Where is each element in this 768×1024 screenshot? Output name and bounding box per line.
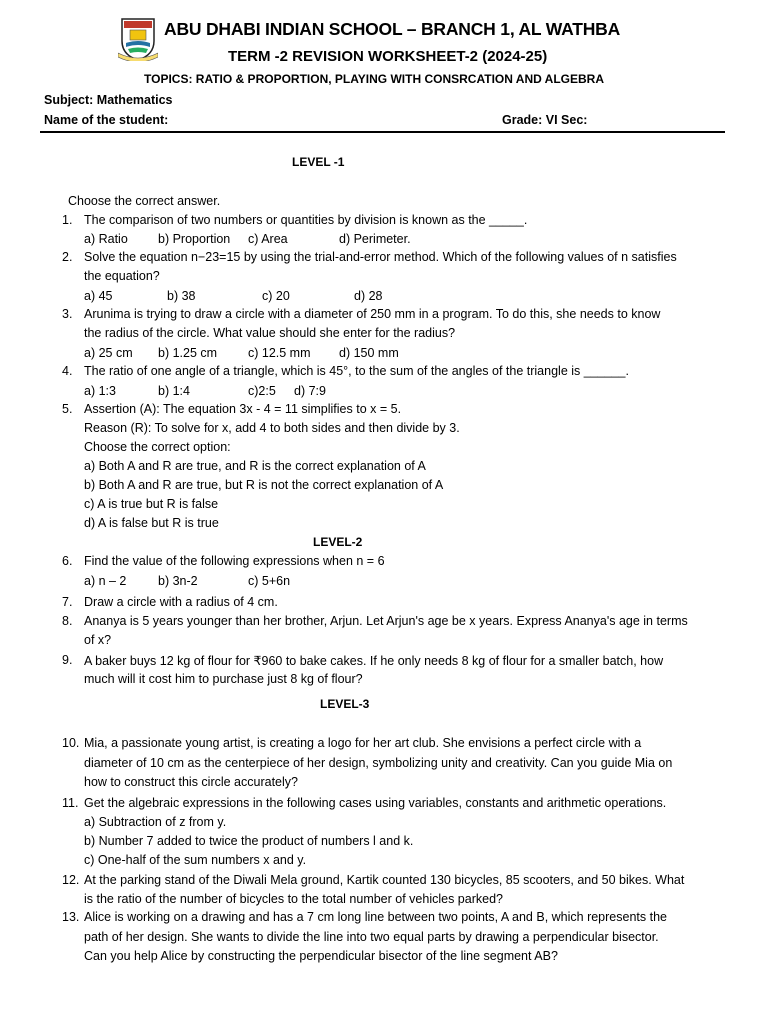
- question-text: A baker buys 12 kg of flour for ₹960 to bake cakes. If he only needs 8 kg of flour for a smaller batch, how: [84, 654, 664, 668]
- question-text: Mia, a passionate young artist, is creating a logo for her art club. She envisions a perfect circle with a: [84, 736, 642, 750]
- option: a) Subtraction of z from y.: [84, 815, 227, 829]
- question-text: At the parking stand of the Diwali Mela ground, Kartik counted 130 bicycles, 85 scooters, and 50 bikes. What: [84, 873, 685, 887]
- grade-label: Grade: VI Sec:: [502, 113, 588, 127]
- question-text: the radius of the circle. What value should she enter for the radius?: [84, 326, 456, 340]
- school-logo: [118, 17, 158, 61]
- option: b) Both A and R are true, but R is not the correct explanation of A: [84, 478, 444, 492]
- question-text: diameter of 10 cm as the centerpiece of her design, symbolizing unity and creativity. Can you guide Mia on: [84, 756, 673, 770]
- option: b) 38: [167, 289, 196, 303]
- question-number: 5.: [62, 402, 73, 416]
- instruction: Choose the correct answer.: [68, 194, 221, 208]
- school-name: ABU DHABI INDIAN SCHOOL – BRANCH 1, AL WATHBA: [164, 19, 621, 39]
- option: c) A is true but R is false: [84, 497, 219, 511]
- question-number: 11.: [62, 796, 79, 810]
- question-text: The comparison of two numbers or quantities by division is known as the _____.: [84, 213, 528, 227]
- option: a) n – 2: [84, 574, 127, 588]
- question-number: 6.: [62, 554, 73, 568]
- question-text: Ananya is 5 years younger than her brother, Arjun. Let Arjun's age be x years. Express Ananya's age in terms: [84, 614, 688, 628]
- option: c) One-half of the sum numbers x and y.: [84, 853, 307, 867]
- question-text: is the ratio of the number of bicycles to the total number of vehicles parked?: [84, 892, 503, 906]
- level-1-heading: LEVEL -1: [292, 155, 345, 169]
- header-divider: [40, 131, 725, 133]
- option: d) 28: [354, 289, 383, 303]
- option: d) 7:9: [294, 384, 326, 398]
- option: c) Area: [248, 232, 288, 246]
- question-text: path of her design. She wants to divide the line into two equal parts by drawing a perpendicular bisector.: [84, 930, 659, 944]
- question-number: 2.: [62, 250, 73, 264]
- question-number: 3.: [62, 307, 73, 321]
- option: a) 45: [84, 289, 113, 303]
- option: b) 3n-2: [158, 574, 198, 588]
- option: c) 20: [262, 289, 290, 303]
- question-text: much will it cost him to purchase just 8 kg of flour?: [84, 672, 363, 686]
- question-number: 13.: [62, 910, 80, 924]
- question-number: 9.: [62, 653, 73, 667]
- question-text: Find the value of the following expressions when n = 6: [84, 554, 385, 568]
- question-text: Alice is working on a drawing and has a 7 cm long line between two points, A and B, which represents the: [84, 910, 667, 924]
- question-number: 1.: [62, 213, 73, 227]
- question-text: of x?: [84, 633, 112, 647]
- level-2-heading: LEVEL-2: [313, 535, 363, 549]
- option: a) Both A and R are true, and R is the correct explanation of A: [84, 459, 426, 473]
- question-text: Get the algebraic expressions in the following cases using variables, constants and arithmetic operations.: [84, 796, 667, 810]
- subject-label: Subject: Mathematics: [44, 93, 173, 107]
- option: b) 1:4: [158, 384, 190, 398]
- question-number: 10.: [62, 736, 80, 750]
- question-text: Assertion (A): The equation 3x - 4 = 11 simplifies to x = 5.: [84, 402, 402, 416]
- question-number: 4.: [62, 364, 73, 378]
- option: c) 12.5 mm: [248, 346, 311, 360]
- option: b) 1.25 cm: [158, 346, 218, 360]
- question-text: how to construct this circle accurately?: [84, 775, 298, 789]
- worksheet-title: TERM -2 REVISION WORKSHEET-2 (2024-25): [228, 48, 548, 65]
- question-number: 12.: [62, 873, 80, 887]
- question-text: Draw a circle with a radius of 4 cm.: [84, 595, 278, 609]
- question-text: Can you help Alice by constructing the perpendicular bisector of the line segment AB?: [84, 949, 558, 963]
- option: d) A is false but R is true: [84, 516, 219, 530]
- option: c)2:5: [248, 384, 276, 398]
- question-number: 7.: [62, 595, 73, 609]
- option: a) 25 cm: [84, 346, 133, 360]
- level-3-heading: LEVEL-3: [320, 697, 370, 711]
- question-number: 8.: [62, 614, 73, 628]
- option: a) 1:3: [84, 384, 116, 398]
- question-text: the equation?: [84, 269, 160, 283]
- option: a) Ratio: [84, 232, 128, 246]
- option: b) Proportion: [158, 232, 231, 246]
- option: c) 5+6n: [248, 574, 291, 588]
- student-name-label: Name of the student:: [44, 113, 169, 127]
- topics-line: TOPICS: RATIO & PROPORTION, PLAYING WITH CONSRCATION AND ALGEBRA: [144, 72, 605, 86]
- option: d) Perimeter.: [339, 232, 411, 246]
- question-text: The ratio of one angle of a triangle, which is 45°, to the sum of the angles of the triangle is ______.: [84, 364, 629, 378]
- question-text: Choose the correct option:: [84, 440, 231, 454]
- question-text: Solve the equation n−23=15 by using the trial-and-error method. Which of the following values of n satisfies: [84, 250, 677, 264]
- question-text: Reason (R): To solve for x, add 4 to both sides and then divide by 3.: [84, 421, 460, 435]
- question-text: Arunima is trying to draw a circle with a diameter of 250 mm in a program. To do this, she needs to know: [84, 307, 661, 321]
- option: d) 150 mm: [339, 346, 399, 360]
- option: b) Number 7 added to twice the product of numbers l and k.: [84, 834, 414, 848]
